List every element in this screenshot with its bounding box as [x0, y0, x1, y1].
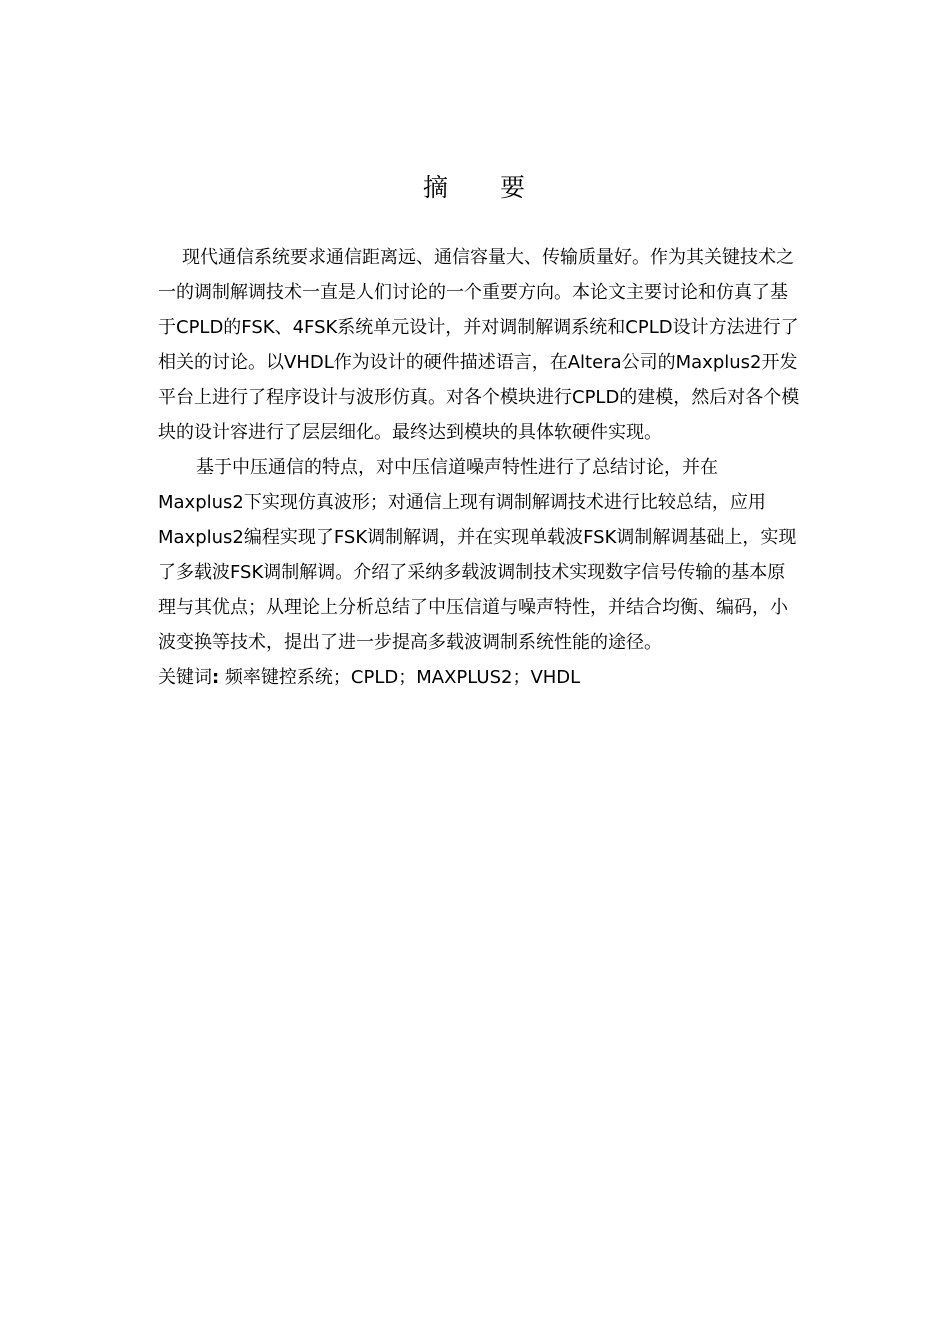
paragraph-line: 一的调制解调技术一直是人们讨论的一个重要方向。本论文主要讨论和仿真了基 [158, 282, 788, 303]
paragraph-line: 现代通信系统要求通信距离远、通信容量大、传输质量好。作为其关键技术之 [182, 247, 794, 268]
keywords-label: 关键词 [158, 667, 212, 688]
paragraph-line: 基于中压通信的特点，对中压信道噪声特性进行了总结讨论，并在 [196, 457, 718, 478]
paragraph-line: 理与其优点；从理论上分析总结了中压信道与噪声特性，并结合均衡、编码，小 [158, 597, 788, 618]
paragraph-line: 于CPLD的FSK、4FSK系统单元设计，并对调制解调系统和CPLD设计方法进行了 [158, 317, 799, 338]
paragraph-line: Maxplus2编程实现了FSK调制解调，并在实现单载波FSK调制解调基础上，实现 [158, 527, 797, 548]
abstract-paragraph-2 [158, 450, 848, 660]
abstract-body [158, 240, 848, 695]
keywords-line [158, 660, 848, 695]
page-title [0, 170, 950, 206]
paragraph-line: 块的设计容进行了层层细化。最终达到模块的具体软硬件实现。 [158, 422, 662, 443]
paragraph-line: 了多载波FSK调制解调。介绍了采纳多载波调制技术实现数字信号传输的基本原 [158, 562, 786, 583]
keywords-value: 频率键控系统；CPLD；MAXPLUS2；VHDL [219, 667, 581, 688]
paragraph-line: 波变换等技术，提出了进一步提高多载波调制系统性能的途径。 [158, 632, 662, 653]
title-char-2: 要 [500, 173, 528, 202]
keywords-colon: : [212, 667, 220, 688]
abstract-paragraph-1 [158, 240, 848, 450]
paragraph-line: Maxplus2下实现仿真波形；对通信上现有调制解调技术进行比较总结，应用 [158, 492, 766, 513]
title-char-1: 摘 [422, 173, 450, 202]
paragraph-line: 平台上进行了程序设计与波形仿真。对各个模块进行CPLD的建模，然后对各个模 [158, 387, 800, 408]
paragraph-line: 相关的讨论。以VHDL作为设计的硬件描述语言，在Altera公司的Maxplus2开发 [158, 352, 798, 373]
